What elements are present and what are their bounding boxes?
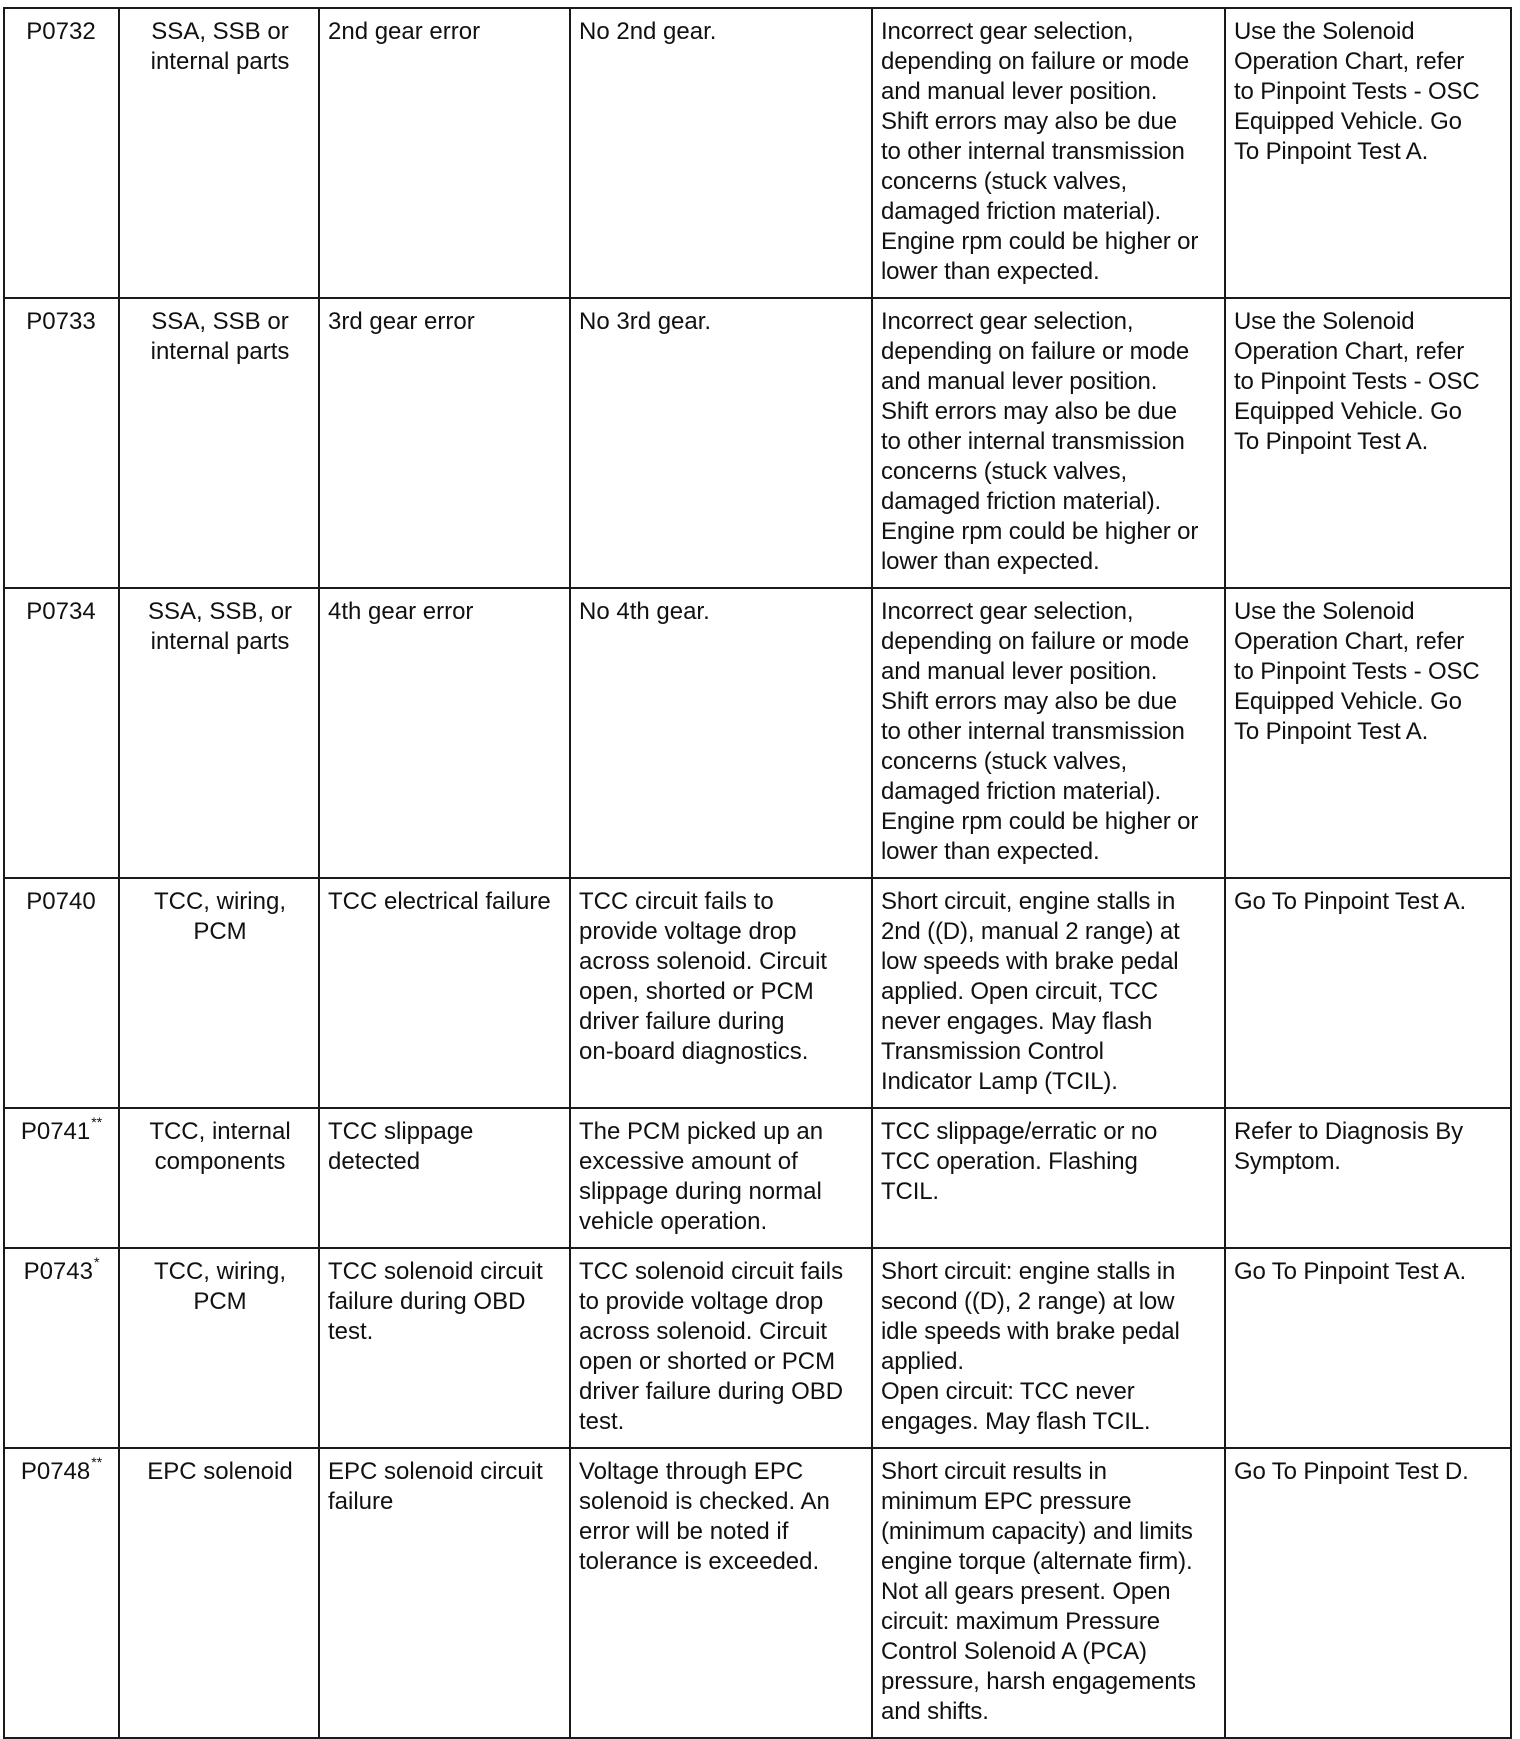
source-text: No 4th gear. — [579, 598, 710, 625]
condition-text: SSA, SSB or internal parts — [150, 18, 290, 75]
dtc-code: P0743 — [23, 1258, 93, 1285]
table-row — [4, 588, 1511, 878]
table-row — [4, 298, 1511, 588]
symptoms-text: Incorrect gear selection, depending on failure or mode and manual lever position. Shift errors may also be due to other internal transmission concerns (stuck valves, damaged friction material). Engine rpm could be higher or lower than expected. — [881, 18, 1199, 285]
source-text: The PCM picked up an excessive amount of slippage during normal vehicle operation. — [579, 1118, 824, 1235]
symptoms-cell — [872, 1448, 1225, 1738]
condition-cell — [119, 8, 319, 298]
symptoms-text: Incorrect gear selection, depending on failure or mode and manual lever position. Shift errors may also be due to other internal transmission concerns (stuck valves, damaged friction material). Engine rpm could be higher or lower than expected. — [881, 308, 1199, 575]
source-text: TCC solenoid circuit fails to provide voltage drop across solenoid. Circuit open or shorted or PCM driver failure during OBD test. — [579, 1258, 844, 1435]
source-cell — [570, 298, 872, 588]
table-row — [4, 8, 1511, 298]
condition-text: SSA, SSB, or internal parts — [147, 598, 293, 655]
table-row — [4, 1248, 1511, 1448]
source-cell — [570, 1108, 872, 1248]
dtc-code-cell — [4, 1248, 119, 1448]
symptoms-cell — [872, 878, 1225, 1108]
action-text: Go To Pinpoint Test D. — [1234, 1458, 1469, 1485]
symptoms-text: TCC slippage/erratic or no TCC operation. Flashing TCIL. — [881, 1118, 1158, 1205]
condition-text: TCC, internal components — [149, 1118, 291, 1175]
source-cell — [570, 588, 872, 878]
dtc-code-cell — [4, 8, 119, 298]
condition-cell — [119, 1448, 319, 1738]
dtc-code-cell — [4, 298, 119, 588]
description-text: TCC slippage detected — [328, 1118, 474, 1175]
symptoms-cell — [872, 1248, 1225, 1448]
symptoms-text: Incorrect gear selection, depending on failure or mode and manual lever position. Shift errors may also be due to other internal transmission concerns (stuck valves, damaged friction material). Engine rpm could be higher or lower than expected. — [881, 598, 1199, 865]
condition-text: SSA, SSB or internal parts — [150, 308, 290, 365]
description-cell — [319, 8, 570, 298]
description-cell — [319, 298, 570, 588]
source-text: No 3rd gear. — [579, 308, 712, 335]
action-text: Use the Solenoid Operation Chart, refer to Pinpoint Tests - OSC Equipped Vehicle. Go To Pinpoint Test A. — [1234, 18, 1480, 165]
description-text: 2nd gear error — [328, 18, 481, 45]
dtc-code-cell — [4, 588, 119, 878]
dtc-code: P0741 — [20, 1118, 91, 1145]
action-cell — [1225, 588, 1511, 878]
description-text: 3rd gear error — [328, 308, 475, 335]
action-cell — [1225, 8, 1511, 298]
dtc-code: P0748 — [20, 1458, 91, 1485]
dtc-code: P0733 — [26, 308, 96, 335]
action-text: Use the Solenoid Operation Chart, refer to Pinpoint Tests - OSC Equipped Vehicle. Go To Pinpoint Test A. — [1234, 308, 1480, 455]
source-cell — [570, 1448, 872, 1738]
symptoms-text: Short circuit: engine stalls in second ((D), 2 range) at low idle speeds with brake pedal applied. Open circuit: TCC never engages. May flash TCIL. — [881, 1258, 1180, 1435]
description-cell — [319, 1448, 570, 1738]
dtc-code: P0740 — [26, 888, 96, 915]
condition-cell — [119, 1108, 319, 1248]
condition-text: EPC solenoid — [147, 1458, 293, 1485]
description-cell — [319, 878, 570, 1108]
symptoms-cell — [872, 298, 1225, 588]
source-cell — [570, 878, 872, 1108]
dtc-code-footnote: ** — [91, 1454, 103, 1470]
description-cell — [319, 1108, 570, 1248]
table-row — [4, 1448, 1511, 1738]
action-cell — [1225, 878, 1511, 1108]
symptoms-text: Short circuit results in minimum EPC pressure (minimum capacity) and limits engine torque (alternate firm). Not all gears present. Open circuit: maximum Pressure Control Solenoid A (PCA) pressure, harsh engagements and shifts. — [881, 1458, 1196, 1725]
description-text: TCC solenoid circuit failure during OBD test. — [328, 1258, 543, 1345]
dtc-code: P0732 — [26, 18, 96, 45]
dtc-code: P0734 — [26, 598, 96, 625]
action-cell — [1225, 298, 1511, 588]
dtc-code-cell — [4, 1108, 119, 1248]
action-text: Refer to Diagnosis By Symptom. — [1234, 1118, 1463, 1175]
table-row — [4, 1108, 1511, 1248]
dtc-code-cell — [4, 1448, 119, 1738]
condition-cell — [119, 588, 319, 878]
symptoms-text: Short circuit, engine stalls in 2nd ((D), manual 2 range) at low speeds with brake pedal applied. Open circuit, TCC never engages. May flash Transmission Control Indicator Lamp (TCIL). — [881, 888, 1180, 1095]
table-row — [4, 878, 1511, 1108]
symptoms-cell — [872, 588, 1225, 878]
source-cell — [570, 8, 872, 298]
action-text: Go To Pinpoint Test A. — [1234, 1258, 1466, 1285]
action-text: Go To Pinpoint Test A. — [1234, 888, 1466, 915]
dtc-code-cell — [4, 878, 119, 1108]
action-cell — [1225, 1248, 1511, 1448]
description-text: EPC solenoid circuit failure — [328, 1458, 543, 1515]
description-cell — [319, 1248, 570, 1448]
source-text: Voltage through EPC solenoid is checked. An error will be noted if tolerance is exceeded. — [579, 1458, 830, 1575]
condition-cell — [119, 1248, 319, 1448]
condition-text: TCC, wiring, PCM — [153, 888, 286, 945]
symptoms-cell — [872, 1108, 1225, 1248]
dtc-code-footnote: * — [93, 1254, 100, 1270]
description-cell — [319, 588, 570, 878]
dtc-code-footnote: ** — [91, 1114, 103, 1130]
description-text: TCC electrical failure — [328, 888, 551, 915]
dtc-table-body — [4, 8, 1511, 1738]
action-cell — [1225, 1448, 1511, 1738]
symptoms-cell — [872, 8, 1225, 298]
dtc-table — [3, 7, 1512, 1739]
description-text: 4th gear error — [328, 598, 474, 625]
action-text: Use the Solenoid Operation Chart, refer to Pinpoint Tests - OSC Equipped Vehicle. Go To Pinpoint Test A. — [1234, 598, 1480, 745]
condition-cell — [119, 878, 319, 1108]
source-text: No 2nd gear. — [579, 18, 717, 45]
source-cell — [570, 1248, 872, 1448]
source-text: TCC circuit fails to provide voltage drop across solenoid. Circuit open, shorted or PCM driver failure during on-board diagnostics. — [579, 888, 828, 1065]
action-cell — [1225, 1108, 1511, 1248]
condition-text: TCC, wiring, PCM — [153, 1258, 286, 1315]
condition-cell — [119, 298, 319, 588]
